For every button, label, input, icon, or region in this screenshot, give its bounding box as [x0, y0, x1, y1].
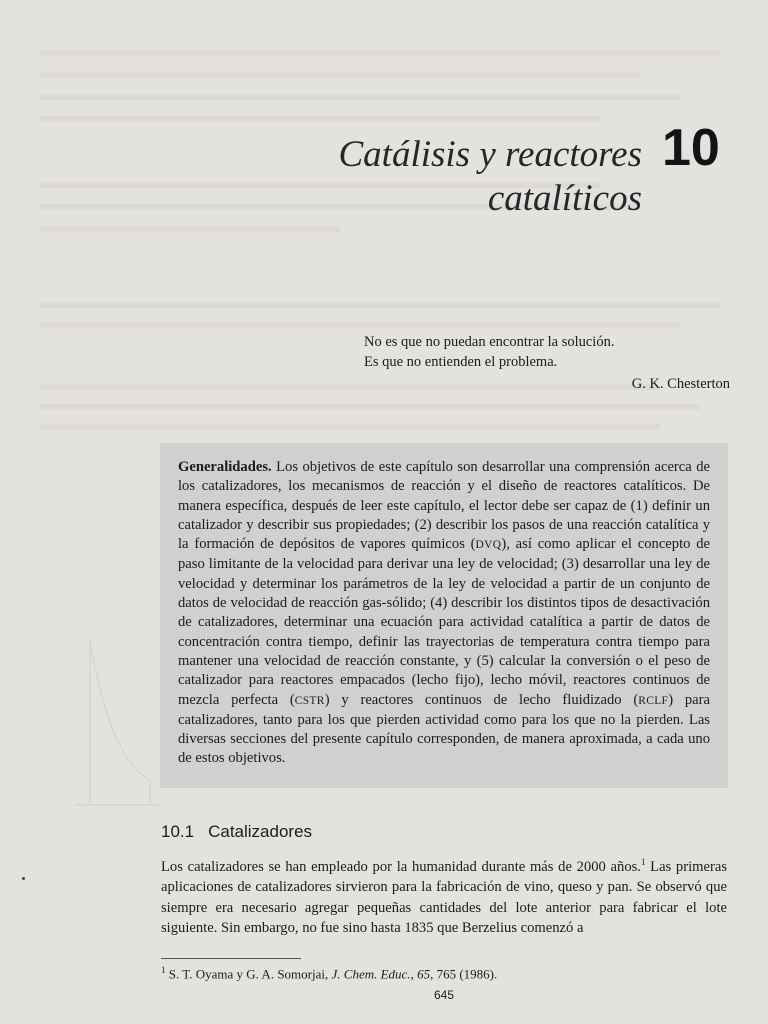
footnote-volume: 65: [417, 966, 431, 982]
footnote-marker: 1: [161, 965, 166, 975]
chapter-number: 10: [662, 119, 720, 177]
overview-box: [160, 443, 728, 788]
abbr-dvq: DVQ: [475, 539, 502, 552]
margin-dot: [22, 877, 25, 880]
page-number: 645: [433, 988, 455, 1002]
footnote-pages: , 765 (1986).: [430, 966, 498, 982]
overview-text-3: ) y reactores continuos de lecho fluidizado (: [324, 691, 639, 708]
chapter-title-line-2: catalíticos: [487, 178, 642, 219]
epigraph: [364, 332, 730, 394]
chapter-title-line-1: Catálisis y reactores: [338, 134, 642, 175]
chapter-title: [250, 133, 642, 221]
epigraph-line-2: Es que no entienden el problema.: [364, 354, 558, 370]
section-heading: [161, 822, 312, 842]
epigraph-line-1: No es que no puedan encontrar la solución.: [364, 334, 615, 350]
section-body: [161, 852, 727, 939]
footnote-journal: J. Chem. Educ.: [331, 966, 411, 982]
footnote-divider: [161, 958, 301, 959]
footnote-authors: S. T. Oyama y G. A. Somorjai,: [165, 966, 332, 982]
overview-text-1: Los objetivos de este capítulo son desarrollar una comprensión acerca de los catalizadores, los mecanismos de reacción y el diseño de reactores catalíticos. De manera específica, después de leer este capítulo, el lector debe ser capaz de (1) definir un catalizador y describir sus propiedades; (2) describir los pasos de una reacción catalítica y la formación de depósitos de vapores químicos (: [178, 459, 710, 553]
abbr-rclf: RCLF: [638, 694, 669, 707]
section-number: 10.1: [161, 822, 195, 841]
epigraph-author: G. K. Chesterton: [631, 376, 730, 392]
section-text-a: Los catalizadores se han empleado por la humanidad durante más de 2000 años.: [161, 858, 641, 875]
section-text-b: Las primeras aplicaciones de catalizadores sirvieron para la fabricación de vino, queso y pan. Se observó que siempre era necesario agregar pequeñas cantidades del lote anterior para fabricar el lote siguiente. Sin embargo, no fue sino hasta 1835 que Berzelius comenzó a: [161, 858, 727, 937]
section-title: Catalizadores: [208, 822, 313, 841]
overview-lead: Generalidades.: [178, 459, 272, 475]
footnote-reference[interactable]: 1: [640, 857, 646, 867]
abbr-cstr: CSTR: [294, 694, 325, 707]
overview-text-4: ) para catalizadores, tanto para los que pierden actividad como para los que no la pierden. Las diversas secciones del presente capítulo corresponden, de manera aproximada, a cada uno de estos objetivos.: [178, 691, 710, 767]
footnote: $^1$ S. T. Oyama y G. A. Somorjai, J. Chem. Educ., 65, 765 (1986).: [161, 965, 498, 982]
overview-text-2: ), así como aplicar el concepto de paso limitante de la velocidad para derivar una ley de velocidad; (3) desarrollar una ley de velocidad y determinar los parámetros de la ley de velocidad a partir de un conjunto de datos de velocidad de reacción gas-sólido; (4) describir los distintos tipos de desactivación de catalizadores, determinar una ecuación para actividad catalítica a partir de datos de concentración contra tiempo, definir las trayectorias de temperatura contra tiempo para mantener una velocidad de reacción constante, y (5) calcular la conversión o el peso de catalizador para reactores empacados (lecho fijo), lecho móvil, reactores continuos de mezcla perfecta (: [178, 536, 710, 708]
overview-paragraph: [178, 458, 710, 769]
